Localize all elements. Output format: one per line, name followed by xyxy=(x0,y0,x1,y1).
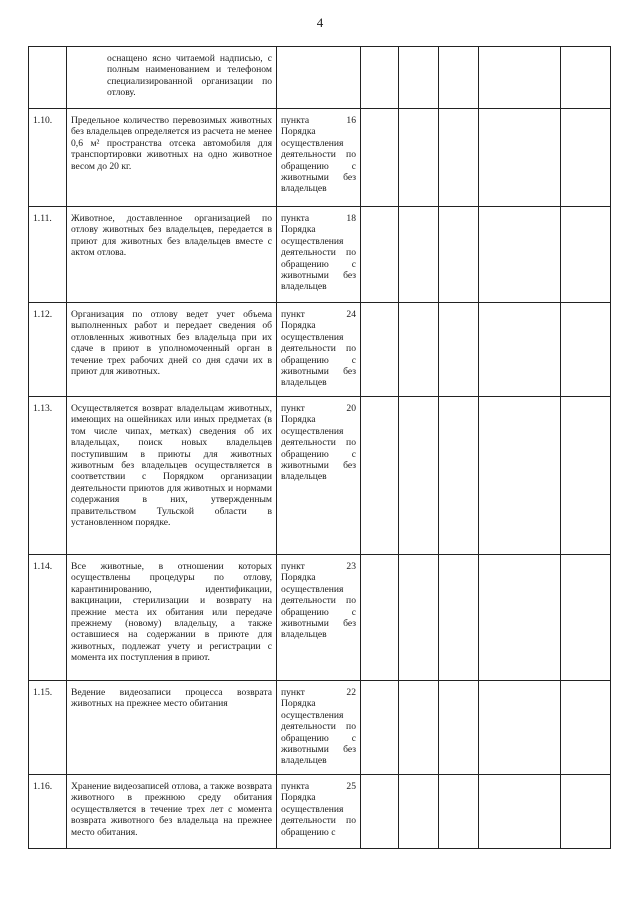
legal-reference xyxy=(277,775,361,849)
answer-note-cell[interactable] xyxy=(479,775,561,849)
comment-cell[interactable] xyxy=(561,397,611,555)
answer-no-cell[interactable] xyxy=(399,775,439,849)
requirement-text: Предельное количество перевозимых животных без владельцев определяется из расчета не менее 0,6 м² пространства отсека автомобиля для транспортировки животных на одно животное весом до 20 кг. xyxy=(67,109,277,207)
table-row xyxy=(29,303,611,397)
ref-document: Порядка осуществления деятельности по обращению с животными без владельцев xyxy=(281,572,356,641)
requirement-text: Ведение видеозаписи процесса возврата животных на прежнее место обитания xyxy=(67,681,277,775)
comment-cell[interactable] xyxy=(561,775,611,849)
item-number: 1.13. xyxy=(29,397,67,555)
legal-reference xyxy=(277,47,361,109)
answer-note-cell[interactable] xyxy=(479,681,561,775)
comment-cell[interactable] xyxy=(561,47,611,109)
legal-reference xyxy=(277,555,361,681)
ref-document: Порядка осуществления деятельности по обращению с xyxy=(281,792,356,838)
answer-no-cell[interactable] xyxy=(399,109,439,207)
item-number: 1.14. xyxy=(29,555,67,681)
ref-word: пункта xyxy=(281,213,310,224)
answer-yes-cell[interactable] xyxy=(361,47,399,109)
ref-word: пункта xyxy=(281,115,310,126)
item-number xyxy=(29,47,67,109)
item-number: 1.15. xyxy=(29,681,67,775)
requirement-text: Хранение видеозаписей отлова, а также возврата животного в прежнюю среду обитания осуществляется в течение трех лет с момента возврата животного без владельца на прежнее место обитания. xyxy=(67,775,277,849)
answer-no-cell[interactable] xyxy=(399,303,439,397)
item-number: 1.12. xyxy=(29,303,67,397)
legal-reference xyxy=(277,681,361,775)
ref-number: 18 xyxy=(346,213,356,224)
answer-no-cell[interactable] xyxy=(399,397,439,555)
item-number: 1.10. xyxy=(29,109,67,207)
answer-note-cell[interactable] xyxy=(479,109,561,207)
table-row xyxy=(29,681,611,775)
answer-not-applicable-cell[interactable] xyxy=(439,397,479,555)
legal-reference xyxy=(277,109,361,207)
ref-number: 16 xyxy=(346,115,356,126)
ref-document: Порядка осуществления деятельности по обращению с животными без владельцев xyxy=(281,698,356,767)
answer-no-cell[interactable] xyxy=(399,207,439,303)
answer-not-applicable-cell[interactable] xyxy=(439,109,479,207)
answer-yes-cell[interactable] xyxy=(361,555,399,681)
legal-reference xyxy=(277,207,361,303)
ref-number: 24 xyxy=(346,309,356,320)
answer-not-applicable-cell[interactable] xyxy=(439,47,479,109)
ref-number: 25 xyxy=(346,781,356,792)
ref-document: Порядка осуществления деятельности по обращению с животными без владельцев xyxy=(281,414,356,483)
ref-document: Порядка осуществления деятельности по обращению с животными без владельцев xyxy=(281,320,356,389)
page-number: 4 xyxy=(316,15,324,30)
legal-reference xyxy=(277,397,361,555)
answer-note-cell[interactable] xyxy=(479,47,561,109)
ref-word: пункт xyxy=(281,403,305,414)
comment-cell[interactable] xyxy=(561,109,611,207)
table-row xyxy=(29,775,611,849)
ref-word: пункт xyxy=(281,687,305,698)
table-row xyxy=(29,207,611,303)
ref-number: 23 xyxy=(346,561,356,572)
legal-reference xyxy=(277,303,361,397)
checklist-body xyxy=(29,47,611,849)
ref-document: Порядка осуществления деятельности по обращению с животными без владельцев xyxy=(281,126,356,195)
answer-not-applicable-cell[interactable] xyxy=(439,775,479,849)
table-row xyxy=(29,397,611,555)
answer-yes-cell[interactable] xyxy=(361,397,399,555)
comment-cell[interactable] xyxy=(561,681,611,775)
answer-yes-cell[interactable] xyxy=(361,681,399,775)
answer-yes-cell[interactable] xyxy=(361,303,399,397)
requirement-text: Осуществляется возврат владельцам животных, имеющих на ошейниках или иных предметах (в том числе чипах, метках) сведения об их владельцах, поиск новых владельцев поступившим в приюты для животных животным без владельцев осуществляется в соответствии с Порядком организации деятельности приютов для животных и нормами содержания в них, утвержденным правительством Тульской области в установленном порядке. xyxy=(67,397,277,555)
item-number: 1.16. xyxy=(29,775,67,849)
comment-cell[interactable] xyxy=(561,303,611,397)
requirement-text: Животное, доставленное организацией по отлову животных без владельцев, передается в приют для животных без владельцев вместе с актом отлова. xyxy=(67,207,277,303)
answer-no-cell[interactable] xyxy=(399,681,439,775)
ref-document: Порядка осуществления деятельности по обращению с животными без владельцев xyxy=(281,224,356,293)
table-row xyxy=(29,47,611,109)
table-row xyxy=(29,555,611,681)
comment-cell[interactable] xyxy=(561,555,611,681)
answer-note-cell[interactable] xyxy=(479,397,561,555)
table-row xyxy=(29,109,611,207)
answer-not-applicable-cell[interactable] xyxy=(439,207,479,303)
answer-note-cell[interactable] xyxy=(479,207,561,303)
answer-yes-cell[interactable] xyxy=(361,207,399,303)
checklist-table xyxy=(28,46,611,849)
answer-note-cell[interactable] xyxy=(479,303,561,397)
answer-yes-cell[interactable] xyxy=(361,775,399,849)
answer-no-cell[interactable] xyxy=(399,47,439,109)
ref-word: пункт xyxy=(281,309,305,320)
requirement-text: Все животные, в отношении которых осуществлены процедуры по отлову, карантинированию, идентификации, вакцинации, стерилизации и возврату на прежние места их обитания или передаче прежнему (новому) владельцу, а также оставшиеся на содержании в приюте для животных, подлежат учету и регистрации с момента их поступления в приют. xyxy=(67,555,277,681)
answer-no-cell[interactable] xyxy=(399,555,439,681)
answer-not-applicable-cell[interactable] xyxy=(439,681,479,775)
ref-number: 22 xyxy=(346,687,356,698)
answer-note-cell[interactable] xyxy=(479,555,561,681)
answer-not-applicable-cell[interactable] xyxy=(439,555,479,681)
requirement-text: Организация по отлову ведет учет объема выполненных работ и передает сведения об отловленных животных без владельца при их сдаче в приют в уполномоченный орган в течение трех рабочих дней со дня сдачи их в приют для животных. xyxy=(67,303,277,397)
ref-number: 20 xyxy=(346,403,356,414)
answer-yes-cell[interactable] xyxy=(361,109,399,207)
item-number: 1.11. xyxy=(29,207,67,303)
requirement-text: оснащено ясно читаемой надписью, с полным наименованием и телефоном специализированной организации по отлову. xyxy=(67,47,277,109)
ref-word: пункта xyxy=(281,781,310,792)
answer-not-applicable-cell[interactable] xyxy=(439,303,479,397)
ref-word: пункт xyxy=(281,561,305,572)
comment-cell[interactable] xyxy=(561,207,611,303)
